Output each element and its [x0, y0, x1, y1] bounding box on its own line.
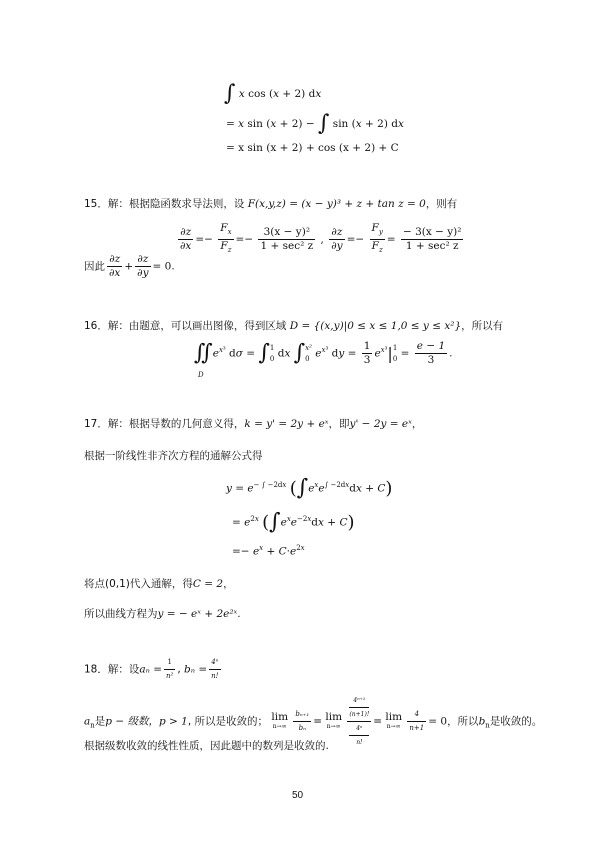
s15-intro-text: 根据隐函数求导法则，设 — [128, 198, 245, 210]
s14-line1: ∫ x cos (x + 2) dx — [224, 81, 322, 106]
s17-line4: 所以曲线方程为y = − eˣ + 2e²ˣ. — [84, 608, 241, 620]
s18-final: 根据级数收敛的线性性质，因此题中的数列是收敛的. — [84, 740, 329, 752]
s17-line3: 将点(0,1)代入通解，得C = 2， — [84, 578, 234, 590]
s16-region: D = {(x,y)|0 ≤ x ≤ 1,0 ≤ y ≤ x²} — [289, 320, 462, 332]
s15-F-definition: F(x,y,z) = (x − y)³ + z + tan z = 0 — [247, 198, 426, 210]
s16-integral: $∬e^{x^3}$ dσ = ∫ 1 0 dx ∫ x² 0 $e^{x^3}$ dy = $\frac{1}{3}$ $e^{x^3}|$ 1 0 = $\frac{e - 1}{3}$ . — [194, 340, 453, 366]
s16-intro — [84, 318, 503, 333]
s15-intro — [84, 196, 457, 211]
s16-label: 16．解： — [84, 320, 129, 332]
s16-region-D: D — [198, 371, 204, 379]
s14-line2: = x sin (x + 2) − ∫ sin (x + 2) dx — [226, 111, 404, 136]
s15-then: ，则有 — [425, 198, 458, 210]
s16-then: ，所以有 — [461, 320, 504, 332]
s15-conclusion: 因此 $\frac{\partial z}{\partial x}$ + $\frac{\partial z}{\partial y}$ = 0. — [84, 253, 175, 279]
s18-line2: $a_n$是p − 级数，p > 1, 所以是收敛的； lim n→∞ $\frac{\text{bₙ₊₁}}{\text{bₙ}}$ = lim n→∞ 4ⁿ⁺¹ (n+1)! 4ⁿ n! = lim n→∞ $\frac{4}{n+1}$ = 0，所以$b_n$是收敛的。 — [84, 694, 542, 749]
s15-derivatives: $\frac{\partial z}{\partial x}$ =− $\frac{F_x}{F_z}$ =− $\frac{\text{3(x − y)²}}{\text{1 + sec² z}}$ , $\frac{\partial z}{\partial y}$ =− $\frac{F_y}{F_z}$ = $\frac{\text{− 3(x − y)²}}{\text{1 + sec² z}}$ — [180, 222, 462, 255]
s14-line3: = x sin (x + 2) + cos (x + 2) + C — [226, 142, 399, 154]
page-number: 50 — [292, 790, 304, 801]
s18-line1: 18．解：设aₙ = $\frac{1}{\text{n²}}$ , bₙ = $\frac{\text{4ⁿ}}{n!}$ — [84, 658, 219, 680]
s15-label: 15．解： — [84, 198, 129, 210]
s17-gen-sol-2: = $e^{2x}$ $(\int e^xe^{-2x}dx + C)$ — [232, 509, 355, 535]
s16-text: 由题意，可以画出图像，得到区域 — [128, 320, 287, 332]
s17-line1: 17．解：根据导数的几何意义得，k = y' = 2y + eˣ，即y' − 2y = eˣ， — [84, 418, 423, 430]
s17-gen-sol-3: =− $e^x + C\cdot e^{2x}$ — [232, 544, 305, 558]
s17-line2: 根据一阶线性非齐次方程的通解公式得 — [84, 450, 263, 462]
s17-gen-sol-1: $y = e^{- \int -2dx}$ $(\int e^xe^{\int -2dx}dx + C)$ — [226, 475, 393, 501]
